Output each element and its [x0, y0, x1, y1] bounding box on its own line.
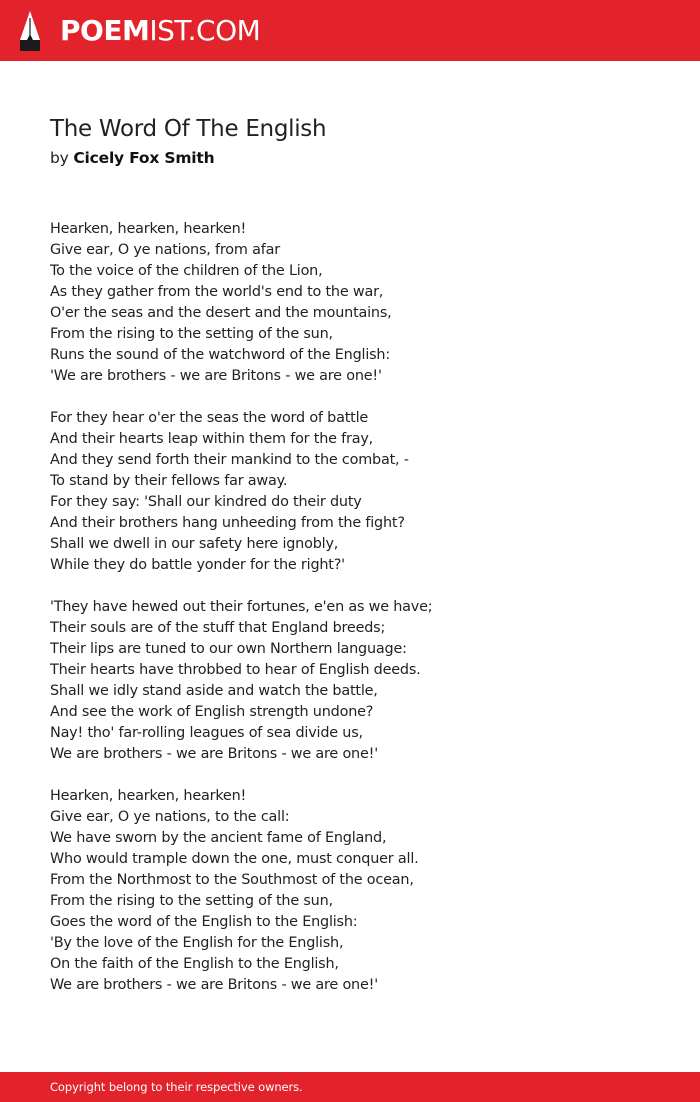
- poem-line: Hearken, hearken, hearken!: [50, 221, 247, 237]
- poem-line: Their lips are tuned to our own Northern language:: [50, 641, 407, 657]
- stanza: [50, 786, 650, 996]
- poem-line: As they gather from the world's end to the war,: [50, 284, 384, 300]
- author-name: Cicely Fox Smith: [73, 149, 215, 167]
- poem-line: Hearken, hearken, hearken!: [50, 788, 247, 804]
- copyright-text: Copyright belong to their respective owners.: [50, 1080, 303, 1094]
- poem-line: Who would trample down the one, must conquer all.: [50, 851, 419, 867]
- poem-line: 'They have hewed out their fortunes, e'en as we have;: [50, 599, 433, 615]
- poem-line: And they send forth their mankind to the combat, -: [50, 452, 409, 468]
- poem-line: And their brothers hang unheeding from the fight?: [50, 515, 405, 531]
- poem-line: O'er the seas and the desert and the mountains,: [50, 305, 392, 321]
- poem-line: We are brothers - we are Britons - we are one!': [50, 746, 378, 762]
- site-footer: [0, 1072, 700, 1102]
- poem-line: Runs the sound of the watchword of the English:: [50, 347, 391, 363]
- pen-nib-icon: [18, 10, 42, 52]
- poem-title: The Word Of The English: [50, 116, 327, 142]
- poem-line: Their hearts have throbbed to hear of English deeds.: [50, 662, 421, 678]
- poem-line: For they hear o'er the seas the word of battle: [50, 410, 369, 426]
- poem-line: And their hearts leap within them for the fray,: [50, 431, 374, 447]
- by-label: by: [50, 149, 69, 167]
- poem-body: [50, 219, 650, 1017]
- poem-line: And see the work of English strength undone?: [50, 704, 374, 720]
- poem-line: To the voice of the children of the Lion,: [50, 263, 323, 279]
- poem-line: While they do battle yonder for the right?': [50, 557, 345, 573]
- brand-bold: POEM: [60, 14, 150, 47]
- poem-line: Shall we idly stand aside and watch the battle,: [50, 683, 378, 699]
- poem-line: Give ear, O ye nations, to the call:: [50, 809, 290, 825]
- site-logo-link[interactable]: [18, 9, 260, 53]
- poem-line: From the rising to the setting of the sun,: [50, 326, 333, 342]
- poem-line: We have sworn by the ancient fame of England,: [50, 830, 387, 846]
- brand-light: IST.COM: [149, 14, 261, 47]
- stanza: [50, 408, 650, 576]
- poem-line: Their souls are of the stuff that England breeds;: [50, 620, 386, 636]
- poem-line: Give ear, O ye nations, from afar: [50, 242, 280, 258]
- brand-wordmark: [60, 9, 260, 53]
- poem-line: Nay! tho' far-rolling leagues of sea divide us,: [50, 725, 363, 741]
- byline: [50, 149, 214, 167]
- stanza: [50, 219, 650, 387]
- poem-line: From the rising to the setting of the sun,: [50, 893, 333, 909]
- poem-line: To stand by their fellows far away.: [50, 473, 288, 489]
- poem-line: 'We are brothers - we are Britons - we are one!': [50, 368, 382, 384]
- stanza: [50, 597, 650, 765]
- poem-line: We are brothers - we are Britons - we are one!': [50, 977, 378, 993]
- poem-line: From the Northmost to the Southmost of the ocean,: [50, 872, 414, 888]
- poem-line: Shall we dwell in our safety here ignobly,: [50, 536, 339, 552]
- poem-line: Goes the word of the English to the English:: [50, 914, 358, 930]
- poem-line: 'By the love of the English for the English,: [50, 935, 344, 951]
- poem-line: For they say: 'Shall our kindred do their duty: [50, 494, 362, 510]
- site-header: [0, 0, 700, 61]
- poem-line: On the faith of the English to the English,: [50, 956, 339, 972]
